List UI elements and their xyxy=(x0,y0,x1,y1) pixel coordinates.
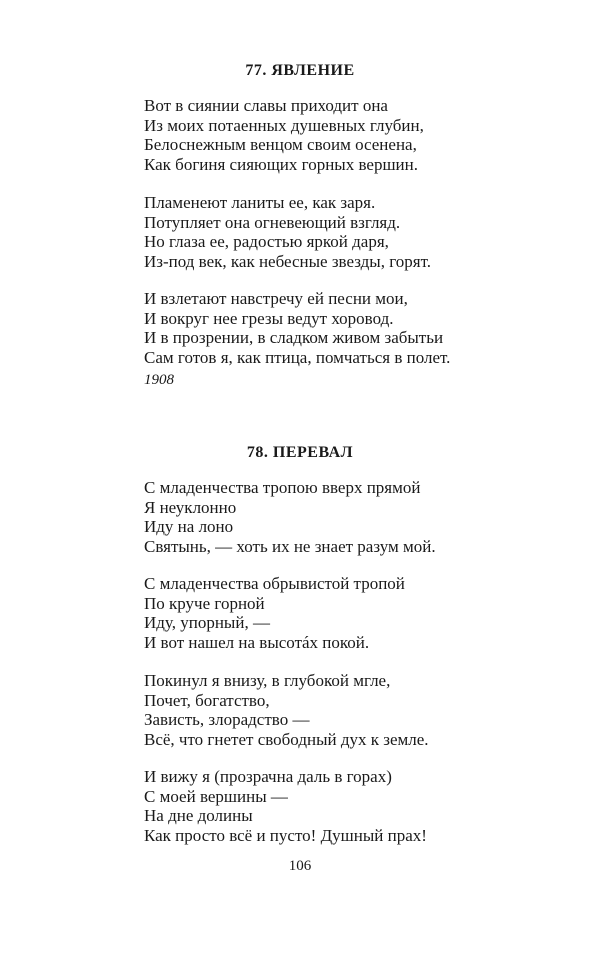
poem-line: С младенчества обрывистой тропой xyxy=(144,574,405,593)
poem-line: Покинул я внизу, в глубокой мгле, xyxy=(144,671,391,690)
stanza xyxy=(144,289,584,367)
poem-title: 78. ПЕРЕВАЛ xyxy=(246,444,354,461)
poem-line: Из моих потаенных душевных глубин, xyxy=(144,115,424,135)
poem-line: И вокруг нее грезы ведут хоровод. xyxy=(144,308,394,328)
poem-line: Пламенеют ланиты ее, как заря. xyxy=(144,193,376,212)
poem-line: И вижу я (прозрачна даль в горах) xyxy=(144,767,392,786)
poem-line: Почет, богатство, xyxy=(144,690,270,710)
poem-title: 77. ЯВЛЕНИЕ xyxy=(245,62,355,79)
poem-line: И вот нашел на высотáх покой. xyxy=(144,632,370,652)
poem-line: Из-под век, как небесные звезды, горят. xyxy=(144,251,431,271)
stanza xyxy=(144,574,584,652)
page-number: 106 xyxy=(288,858,312,874)
stanza xyxy=(144,478,584,556)
stanza xyxy=(144,193,584,271)
poem-line: Потупляет она огневеющий взгляд. xyxy=(144,212,401,232)
poem-line: Святынь, — хоть их не знает разум мой. xyxy=(144,536,436,556)
poem-line: Я неуклонно xyxy=(144,497,237,517)
poem-line: Иду на лоно xyxy=(144,517,234,536)
poem-line: Сам готов я, как птица, помчаться в полет. xyxy=(144,347,451,367)
poem-line: И в прозрении, в сладком живом забытьи xyxy=(144,328,444,347)
poem-line: По круче горной xyxy=(144,593,265,613)
poem-line: С младенчества тропою вверх прямой xyxy=(144,478,421,497)
poem-line: С моей вершины — xyxy=(144,786,288,806)
poem-line: Как просто всё и пусто! Душный прах! xyxy=(144,825,427,845)
poem-line: Всё, что гнетет свободный дух к земле. xyxy=(144,729,429,749)
stanza xyxy=(144,96,584,174)
poem-line: Как богиня сияющих горных вершин. xyxy=(144,154,418,174)
stanza xyxy=(144,767,584,845)
poem-line: Зависть, злорадство — xyxy=(144,710,310,729)
poem-line: Иду, упорный, — xyxy=(144,613,270,632)
poem-line: На дне долины xyxy=(144,806,253,825)
poem-line: Вот в сиянии славы приходит она xyxy=(144,96,388,115)
poem-line: Но глаза ее, радостью яркой даря, xyxy=(144,232,389,251)
poem-line: И взлетают навстречу ей песни мои, xyxy=(144,289,408,308)
poem-line: Белоснежным венцом своим осенена, xyxy=(144,135,417,154)
stanza xyxy=(144,671,584,749)
poem-date: 1908 xyxy=(144,372,174,388)
